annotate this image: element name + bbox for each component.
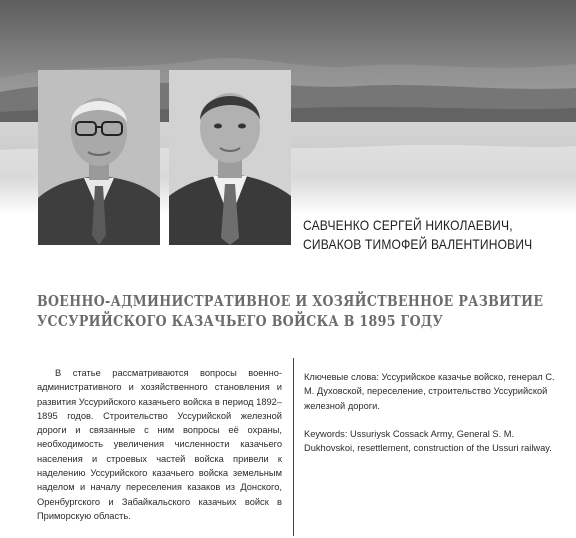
keywords-russian: Ключевые слова: Уссурийское казачье войско, генерал С. М. Духовской, переселение, строительство Уссурийской железной дороги. [304,372,555,411]
author-name-2: СИВАКОВ ТИМОФЕЙ ВАЛЕНТИНОВИЧ [303,236,533,252]
article-title-line-2: УССУРИЙСКОГО КАЗАЧЬЕГО ВОЙСКА В 1895 ГОДУ [37,312,444,330]
abstract-text: В статье рассматриваются вопросы военно-административного и хозяйственного становления и развития Уссурийского казачьего войска в период 1892–1895 годов. Строительство Уссурийской железной дороги и связанные с ним вопросы её охраны, необходимость увеличения численности казачьего населения и строевых частей войска привели к наделению Уссурийского казачьего войска земельным наделом и началу переселения казаков из Донского, Оренбургского и Забайкальского казачьих войск в Приморскую область. [37,368,282,521]
keywords-english: Keywords: Ussuriysk Cossack Army, General S. M. Dukhovskoi, resettlement, construction of the Ussuri railway. [304,429,552,454]
author-photo-savchenko [38,70,160,245]
article-title-line-1: ВОЕННО-АДМИНИСТРАТИВНОЕ И ХОЗЯЙСТВЕННОЕ РАЗВИТИЕ [37,292,544,310]
column-divider [293,358,294,536]
author-name-1: САВЧЕНКО СЕРГЕЙ НИКОЛАЕВИЧ, [303,217,513,233]
author-photo-sivakov [169,70,291,245]
